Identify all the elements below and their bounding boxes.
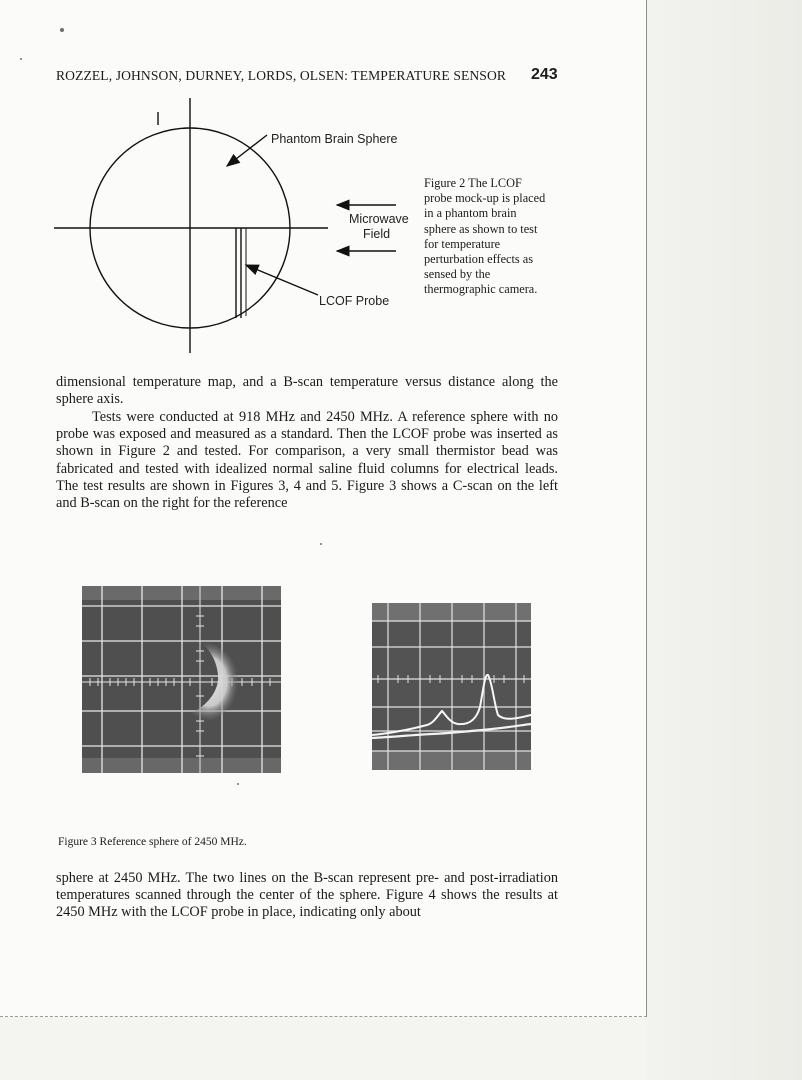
- paragraph-3: sphere at 2450 MHz. The two lines on the B-scan represent pre- and post-irradiation temperatures scanned through the center of the sphere. Figure 4 shows the results at 2450 MHz with the LCOF probe in place, indicating only about: [56, 870, 558, 921]
- speck: [20, 58, 22, 60]
- caption-line: Figure 2 The LCOF: [424, 176, 522, 190]
- paragraph-1: dimensional temperature map, and a B-scan temperature versus distance along the sphere axis.: [56, 374, 558, 408]
- speck: [320, 543, 322, 545]
- scanner-background: [646, 0, 802, 1080]
- label-field: Field: [363, 227, 391, 241]
- phantom-pointer-arrow: [227, 135, 267, 166]
- figure-2-caption: [424, 176, 564, 298]
- probe-pointer-arrow: [246, 265, 318, 295]
- caption-line: sensed by the: [424, 267, 491, 282]
- paragraph-2: Tests were conducted at 918 MHz and 2450 MHz. A reference sphere with no probe was exposed and measured as a standard. Then the LCOF probe was inserted as shown in Figure 2 and tested. For comparison, a very small thermistor bead was fabricated and tested with idealized normal saline fluid columns for electrical leads. The test results are shown in Figures 3, 4 and 5. Figure 3 shows a C-scan on the left and B-scan on the right for the reference: [56, 409, 558, 512]
- page-number: 243: [531, 66, 558, 83]
- b-scan-trace: [372, 603, 531, 770]
- speck: [237, 783, 239, 785]
- label-lcof-probe: LCOF Probe: [319, 294, 390, 308]
- caption-line: probe mock-up is placed: [424, 191, 546, 206]
- running-header: ROZZEL, JOHNSON, DURNEY, LORDS, OLSEN: TEMPERATURE SENSOR: [56, 68, 507, 83]
- caption-line: in a phantom brain: [424, 206, 517, 221]
- caption-line: sphere as shown to test: [424, 221, 538, 236]
- caption-line: thermographic camera.: [424, 282, 538, 297]
- caption-line: perturbation effects as: [424, 252, 534, 267]
- c-scan-thermogram: [82, 586, 281, 773]
- label-microwave: Microwave: [349, 212, 409, 226]
- figure-3-caption: Figure 3 Reference sphere of 2450 MHz.: [58, 836, 247, 848]
- speck: [60, 28, 64, 32]
- caption-line: for temperature: [424, 236, 501, 251]
- label-phantom-brain-sphere: Phantom Brain Sphere: [271, 132, 398, 146]
